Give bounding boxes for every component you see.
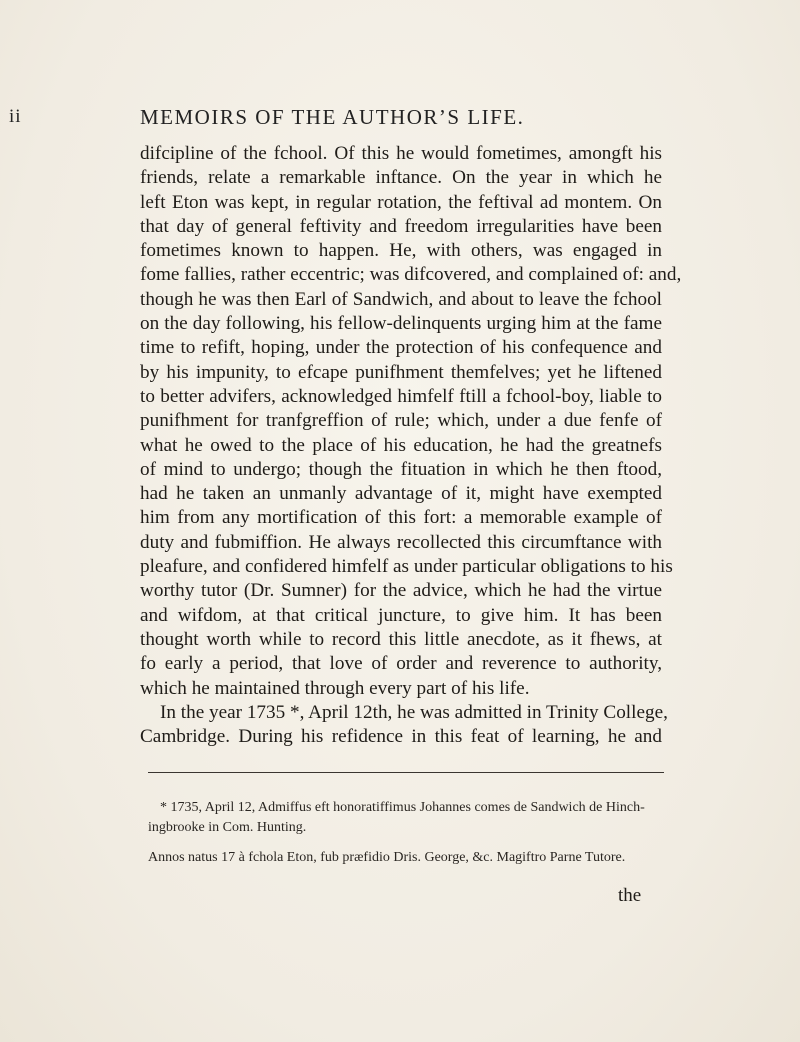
text-line: duty and fubmiffion. He always recollected this circumftance with — [140, 531, 662, 553]
footnote-divider — [148, 772, 664, 773]
text-line: worthy tutor (Dr. Sumner) for the advice, which he had the virtue — [140, 580, 662, 602]
text-line: him from any mortification of this fort: a memorable example of — [140, 507, 662, 529]
text-line: fome fallies, rather eccentric; was difcovered, and complained of: and, — [140, 264, 682, 286]
text-line: left Eton was kept, in regular rotation, the feftival ad montem. On — [140, 191, 662, 213]
text-line: and wifdom, at that critical juncture, to give him. It has been — [140, 604, 662, 626]
text-line: pleafure, and confidered himfelf as under particular obligations to his — [140, 556, 673, 578]
running-title: MEMOIRS OF THE AUTHOR’S LIFE. — [140, 105, 525, 129]
text-line: difcipline of the fchool. Of this he would fometimes, amongft his — [140, 143, 662, 164]
text-line: fo early a period, that love of order and reverence to authority, — [140, 653, 662, 675]
text-line: though he was then Earl of Sandwich, and about to leave the fchool — [140, 288, 662, 310]
footnote-line: ingbrooke in Com. Hunting. — [148, 820, 307, 835]
body-text — [140, 142, 682, 749]
text-line: thought worth while to record this little anecdote, as it fhews, at — [140, 628, 662, 650]
text-line: friends, relate a remarkable inftance. On the year in which he — [140, 167, 662, 189]
footnote — [148, 798, 664, 868]
text-line: time to refift, hoping, under the protection of his confequence and — [140, 337, 662, 359]
text-line: what he owed to the place of his education, he had the greatnefs — [140, 434, 662, 456]
text-line: by his impunity, to efcape punifhment themfelves; yet he liftened — [140, 361, 662, 383]
text-line: fometimes known to happen. He, with others, was engaged in — [140, 240, 662, 262]
footnote-line: * 1735, April 12, Admiffus eft honoratiffimus Johannes comes de Sandwich de Hinch- — [160, 800, 645, 815]
text-line: of mind to undergo; though the fituation in which he then ftood, — [140, 458, 662, 480]
text-line: Cambridge. During his refidence in this feat of learning, he and — [140, 726, 662, 748]
text-line: punifhment for tranfgreffion of rule; which, under a due fenfe of — [140, 410, 662, 432]
text-line: to better advifers, acknowledged himfelf ftill a fchool-boy, liable to — [140, 385, 662, 407]
text-line: In the year 1735 *, April 12th, he was admitted in Trinity College, — [160, 701, 668, 723]
text-line: which he maintained through every part of his life. — [140, 677, 530, 699]
text-line: on the day following, his fellow-delinquents urging him at the fame — [140, 313, 662, 335]
catchword: the — [618, 885, 642, 906]
page-number: ii — [9, 106, 22, 127]
footnote-line: Annos natus 17 à fchola Eton, fub præfidio Dris. George, &c. Magiftro Parne Tutore. — [148, 850, 626, 865]
text-line: had he taken an unmanly advantage of it, might have exempted — [140, 483, 662, 505]
text-line: that day of general feftivity and freedom irregularities have been — [140, 215, 662, 237]
